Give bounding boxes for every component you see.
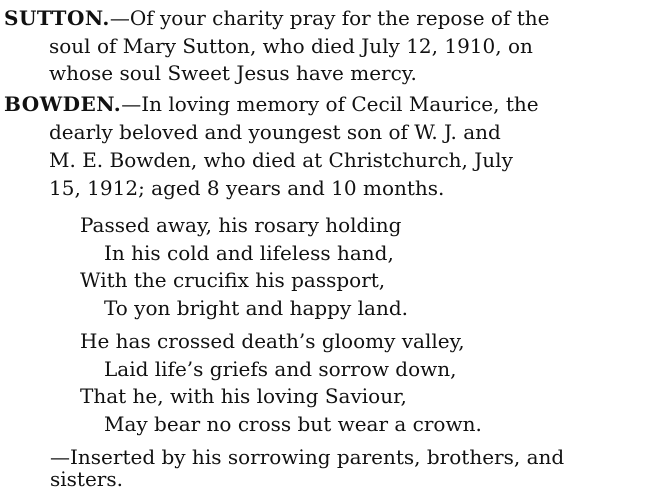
inserted-by-line: sisters.	[50, 467, 123, 489]
inserted-by-line: —Inserted by his sorrowing parents, brothers, and	[50, 445, 565, 469]
notice-text-line: 15, 1912; aged 8 years and 10 months.	[49, 176, 445, 200]
poem-line: In his cold and lifeless hand,	[104, 241, 394, 265]
notice-first-line	[4, 6, 642, 30]
poem-line: To yon bright and happy land.	[104, 296, 408, 320]
poem-line: With the crucifix his passport,	[80, 268, 386, 292]
poem-line: May bear no cross but wear a crown.	[104, 412, 482, 436]
poem-line: Laid life’s griefs and sorrow down,	[104, 357, 457, 381]
poem-line: Passed away, his rosary holding	[80, 213, 402, 237]
notice-text-line: soul of Mary Sutton, who died July 12, 1910, on	[49, 34, 533, 58]
poem-line: He has crossed death’s gloomy valley,	[80, 329, 465, 353]
notice-text: —Of your charity pray for the repose of the	[109, 6, 550, 30]
notice-first-line	[4, 92, 539, 116]
notice-text-line: whose soul Sweet Jesus have mercy.	[49, 61, 417, 85]
notice-text-line: M. E. Bowden, who died at Christchurch, July	[49, 148, 513, 172]
notice-text-line: dearly beloved and youngest son of W. J. and	[49, 120, 501, 144]
poem-line: That he, with his loving Saviour,	[80, 384, 407, 408]
notice-surname: BOWDEN.	[4, 92, 122, 116]
notice-text: —In loving memory of Cecil Maurice, the	[121, 92, 539, 116]
notice-surname: SUTTON.	[4, 6, 110, 30]
